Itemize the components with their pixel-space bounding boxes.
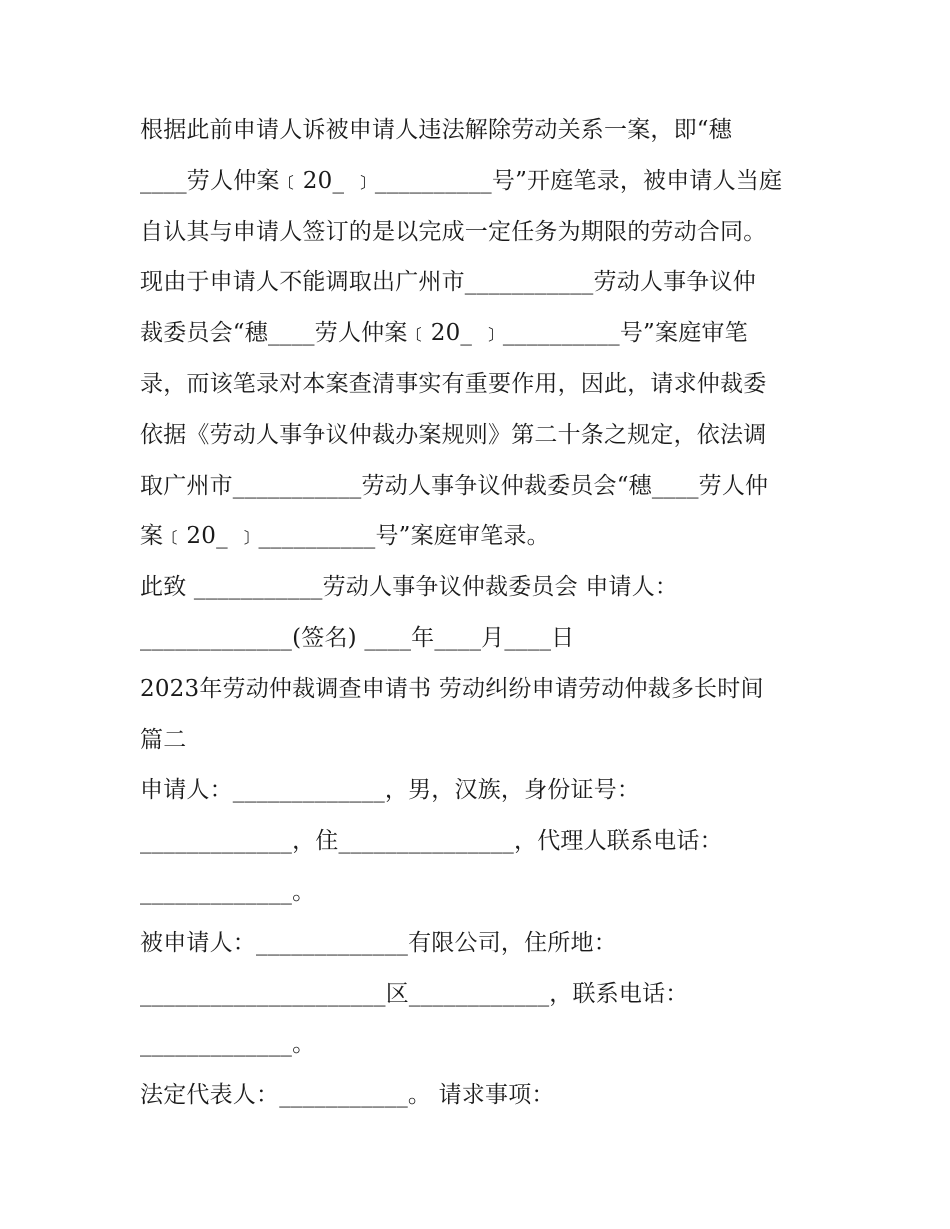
text-line: 录，而该笔录对本案查清事实有重要作用，因此，请求仲裁委	[140, 370, 767, 397]
text-line: 案﹝20_ ﹞__________号”案庭审笔录。	[140, 523, 550, 550]
text-line: 此致 ___________劳动人事争议仲裁委员会 申请人：	[140, 574, 679, 601]
text-line: 依据《劳动人事争议仲裁办案规则》第二十条之规定，依法调	[140, 421, 767, 448]
section-heading: 2023年劳动仲裁调查申请书 劳动纠纷申请劳动仲裁多长时间	[140, 675, 764, 702]
text-line: 裁委员会“穗____劳人仲案﹝20_ ﹞__________号”案庭审笔	[140, 320, 748, 347]
text-line: ____劳人仲案﹝20_ ﹞__________号”开庭笔录，被申请人当庭	[140, 167, 783, 194]
text-line: _____________。	[140, 1031, 316, 1058]
text-line: 申请人：_____________，男，汉族，身份证号：	[140, 777, 641, 804]
text-line: _____________，住_______________，代理人联系电话：	[140, 828, 723, 855]
text-line: _____________(签名) ____年____月____日	[140, 624, 575, 651]
text-line: _____________________区____________，联系电话：	[140, 980, 689, 1007]
text-line: 取广州市___________劳动人事争议仲裁委员会“穗____劳人仲	[140, 472, 769, 499]
text-line: 法定代表人：___________。 请求事项：	[140, 1082, 555, 1109]
text-line: 现由于申请人不能调取出广州市___________劳动人事争议仲	[140, 269, 756, 296]
text-line: 被申请人：_____________有限公司，住所地：	[140, 929, 617, 956]
text-line: 自认其与申请人签订的是以完成一定任务为期限的劳动合同。	[140, 218, 767, 245]
document-body	[140, 105, 815, 1121]
text-line: 根据此前申请人诉被申请人违法解除劳动关系一案，即“穗	[140, 117, 732, 143]
text-line: _____________。	[140, 878, 316, 905]
section-heading: 篇二	[140, 726, 187, 753]
